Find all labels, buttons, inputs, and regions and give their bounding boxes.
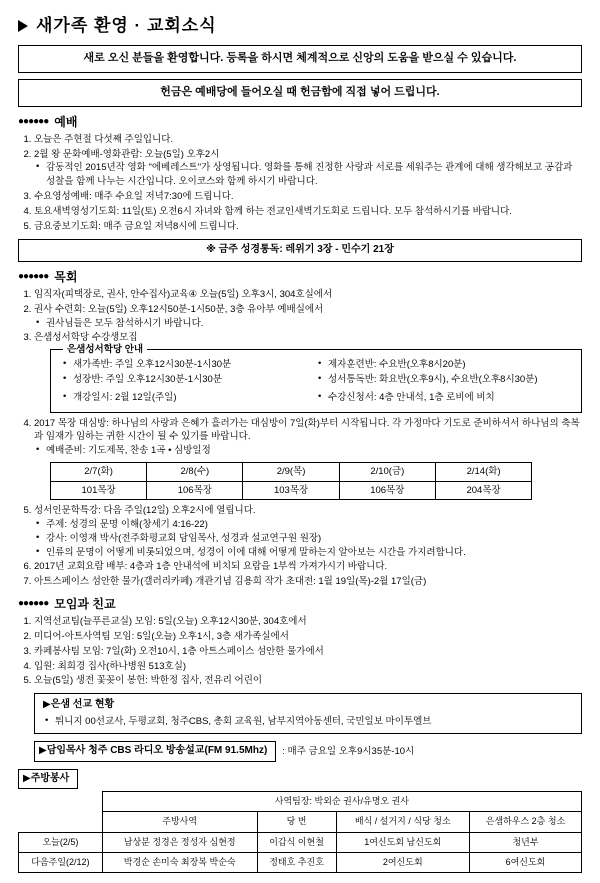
list-item-text: 오늘은 주현절 다섯째 주일입니다. xyxy=(34,133,174,145)
table-cell: 103목장 xyxy=(243,481,339,500)
list-item xyxy=(34,560,582,574)
column-header: 배식 / 설거지 / 식당 청소 xyxy=(336,812,469,832)
row-label: 다음주일(2/12) xyxy=(19,852,103,872)
list-item-text: 2017년 교회요람 배부: 4층과 1층 안내석에 비치되 요람을 1부씩 가져가시기 바랍니다. xyxy=(34,561,388,573)
triangle-bullet-icon xyxy=(18,20,28,32)
list-item-text: 은샘성서학당 수강생모집 xyxy=(34,332,138,344)
section-title-gathering: 모임과 친교 xyxy=(54,596,116,611)
worship-list xyxy=(18,133,582,233)
table-cell: 이갑식 이현철 xyxy=(257,832,336,852)
table-row xyxy=(19,832,582,852)
table-cell: 남상분 정경은 정성자 심현정 xyxy=(102,832,257,852)
list-item-text: 입원: 최희경 집사(하나병원 513호실) xyxy=(34,660,187,672)
list-item xyxy=(34,148,582,189)
kitchen-duty-table xyxy=(18,791,582,872)
section-header-ministry xyxy=(18,269,582,286)
table-cell: 정태호 추진호 xyxy=(257,852,336,872)
list-item-text: 지역선교팀(늘푸른교실) 모임: 5일(오늘) 오후12시30분, 304호에서 xyxy=(34,616,307,628)
table-row xyxy=(51,462,532,481)
page-title-text: 새가족 환영 · 교회소식 xyxy=(36,16,217,35)
table-row xyxy=(19,852,582,872)
table-row xyxy=(51,481,532,500)
list-item-sub: • 예배준비: 기도제목, 찬송 1곡 • 심방일정 xyxy=(34,444,582,458)
mission-heading: ▶은샘 선교 현황 xyxy=(43,699,115,711)
visitation-schedule-table xyxy=(50,462,532,501)
section-title-worship: 예배 xyxy=(54,114,78,129)
list-item xyxy=(34,575,582,589)
list-item xyxy=(34,288,582,302)
radio-time: : 매주 금요일 오후9시35분-10시 xyxy=(282,745,415,757)
list-item-text: 금요중보기도회: 매주 금요일 저녁8시에 드립니다. xyxy=(34,220,239,232)
mission-list: • 튀니지 00선교사, 두평교회, 청주CBS, 총회 교육원, 남부지역아동센터, 국민일보 마이투엘브 xyxy=(43,715,573,729)
lecture-topic: • 주제: 성경의 문명 이해(창세기 4:16-22) xyxy=(34,518,582,532)
table-cell: 1여신도회 남신도회 xyxy=(336,832,469,852)
bible-school-start-date: • 개강일시: 2월 12일(주일) xyxy=(61,391,316,405)
list-item-text: 오늘(5일) 생전 꽃꽂이 봉헌: 박한정 집사, 전유리 어린이 xyxy=(34,675,263,687)
kitchen-team-leader: 사역팀장: 박외순 권사/유명오 권사 xyxy=(102,792,581,812)
column-header: 주방사역 xyxy=(102,812,257,832)
table-cell: 2/14(화) xyxy=(435,462,531,481)
row-label: 오늘(2/5) xyxy=(19,832,103,852)
dots-icon: ●●●●●● xyxy=(18,115,49,127)
list-item xyxy=(34,331,582,412)
table-cell: 2/9(목) xyxy=(243,462,339,481)
list-item xyxy=(34,615,582,629)
table-cell: 청년부 xyxy=(469,832,581,852)
bible-school-growth: • 성장반: 주일 오후12시30분-1시30분 xyxy=(61,373,316,387)
list-item-text: 임직자(피택장로, 권사, 안수집사)교육④ 오늘(5일) 오후3시, 304호실에서 xyxy=(34,289,333,301)
list-item xyxy=(34,417,582,501)
table-cell: 2/8(수) xyxy=(147,462,243,481)
bible-school-discipleship: • 제자훈련반: 수요반(오후8시20분) xyxy=(316,358,571,372)
list-item xyxy=(34,660,582,674)
table-cell: 106목장 xyxy=(147,481,243,500)
bible-school-reading: • 성서통독반: 화요반(오후9시), 수요반(오후8시30분) xyxy=(316,373,571,387)
list-item-text: 미디어-아트사역팀 모임: 5일(오늘) 오후1시, 3층 새가족실에서 xyxy=(34,631,289,643)
radio-heading: ▶담임목사 청주 CBS 라디오 방송설교(FM 91.5Mhz) xyxy=(34,741,276,762)
table-cell-empty xyxy=(19,812,103,832)
list-item-sub: • 감동적인 2015년작 영화 "에베레스트"가 상영됩니다. 영화를 통해 진정한 사랑과 서로를 세워주는 관계에 대해 생각해보고 공감과 성찰을 함께 나누는 시간입니다. 오이코스와 함께 하시기 바랍니다. xyxy=(34,161,582,189)
mission-status-box xyxy=(34,693,582,734)
table-cell: 2/10(금) xyxy=(339,462,435,481)
table-cell: 106목장 xyxy=(339,481,435,500)
table-cell: 박경순 손미숙 최장복 박순숙 xyxy=(102,852,257,872)
kitchen-duty-header-row xyxy=(18,769,582,790)
list-item xyxy=(34,133,582,147)
radio-broadcast-row xyxy=(34,741,582,762)
lecture-speaker: • 강사: 이영재 박사(전주화평교회 담임목사, 성경과 설교연구원 원장) xyxy=(34,532,582,546)
list-item-text: 카페봉사팀 모임: 7일(화) 오전10시, 1층 아트스페이스 섬안한 물가에서 xyxy=(34,645,324,657)
column-header: 당 번 xyxy=(257,812,336,832)
bible-school-box-legend: 은샘성서학당 안내 xyxy=(63,343,147,357)
offering-banner: 헌금은 예배당에 들어오실 때 헌금함에 직접 넣어 드립니다. xyxy=(18,79,582,107)
list-item-text: 아트스페이스 섬안한 물가(갤러리카페) 개관기념 김용희 작가 초대전: 1월 19일(목)-2월 17일(금) xyxy=(34,576,427,588)
kitchen-heading: ▶주방봉사 xyxy=(18,769,78,790)
section-header-gathering xyxy=(18,596,582,613)
list-item xyxy=(34,220,582,234)
bible-school-box xyxy=(50,344,582,412)
table-row xyxy=(19,812,582,832)
list-item-text: 2월 왕 문화예배-영화관람: 오늘(5일) 오후2시 xyxy=(34,148,220,160)
bible-reading-note: ※ 금주 성경통독: 레위기 3장 - 민수기 21장 xyxy=(18,239,582,262)
list-item-text: 권사 수련회: 오늘(5일) 오후12시50분-1시50분, 3층 유아부 예배실에서 xyxy=(34,303,324,315)
page-title xyxy=(18,14,582,39)
list-item-text: 2017 목장 대심방: 하나님의 사랑과 은혜가 흘러가는 대심방이 7일(화)부터 시작됩니다. 각 가정마다 기도로 준비하셔서 하나님의 축복과 임재가 임하는 귀한 시간이 될 수 있기를 바랍니다. xyxy=(34,417,580,443)
column-header: 은샘하우스 2층 청소 xyxy=(469,812,581,832)
dots-icon: ●●●●●● xyxy=(18,598,49,610)
section-title-ministry: 목회 xyxy=(54,269,78,284)
table-cell: 6여신도회 xyxy=(469,852,581,872)
list-item xyxy=(34,190,582,204)
list-item xyxy=(34,303,582,331)
ministry-list xyxy=(18,288,582,589)
table-cell: 101목장 xyxy=(51,481,147,500)
list-item-sub: • 권사님들은 모두 참석하시기 바랍니다. xyxy=(34,317,582,331)
list-item-text: 수요영성예배: 매주 수요일 저녁7:30에 드립니다. xyxy=(34,190,234,202)
lecture-desc: • 인류의 문명이 어떻게 비롯되었으며, 성경이 이에 대해 어떻게 말하는지 알아보는 시간을 가지려합니다. xyxy=(34,546,582,560)
section-header-worship xyxy=(18,114,582,131)
list-item-text: 토요새벽영성기도회: 11일(토) 오전6시 자녀와 함께 하는 전교인새벽기도회로 드립니다. 모두 참석하시기를 바랍니다. xyxy=(34,205,512,217)
table-row xyxy=(19,792,582,812)
list-item xyxy=(34,630,582,644)
bible-school-newfamily: • 새가족반: 주일 오후12시30분-1시30분 xyxy=(61,358,316,372)
table-cell: 204목장 xyxy=(435,481,531,500)
table-cell: 2/7(화) xyxy=(51,462,147,481)
list-item xyxy=(34,674,582,688)
list-item xyxy=(34,645,582,659)
list-item xyxy=(34,504,582,559)
table-cell: 2여신도회 xyxy=(336,852,469,872)
welcome-banner: 새로 오신 분들을 환영합니다. 등록을 하시면 체계적으로 신앙의 도움을 받으실 수 있습니다. xyxy=(18,45,582,73)
list-item-text: 성서인문학특강: 다음 주일(12일) 오후2시에 열립니다. xyxy=(34,505,256,517)
bible-school-application: • 수강신청서: 4층 안내석, 1층 로비에 비치 xyxy=(316,391,571,405)
list-item xyxy=(34,205,582,219)
table-cell-empty xyxy=(19,792,103,812)
gathering-list xyxy=(18,615,582,688)
dots-icon: ●●●●●● xyxy=(18,271,49,283)
